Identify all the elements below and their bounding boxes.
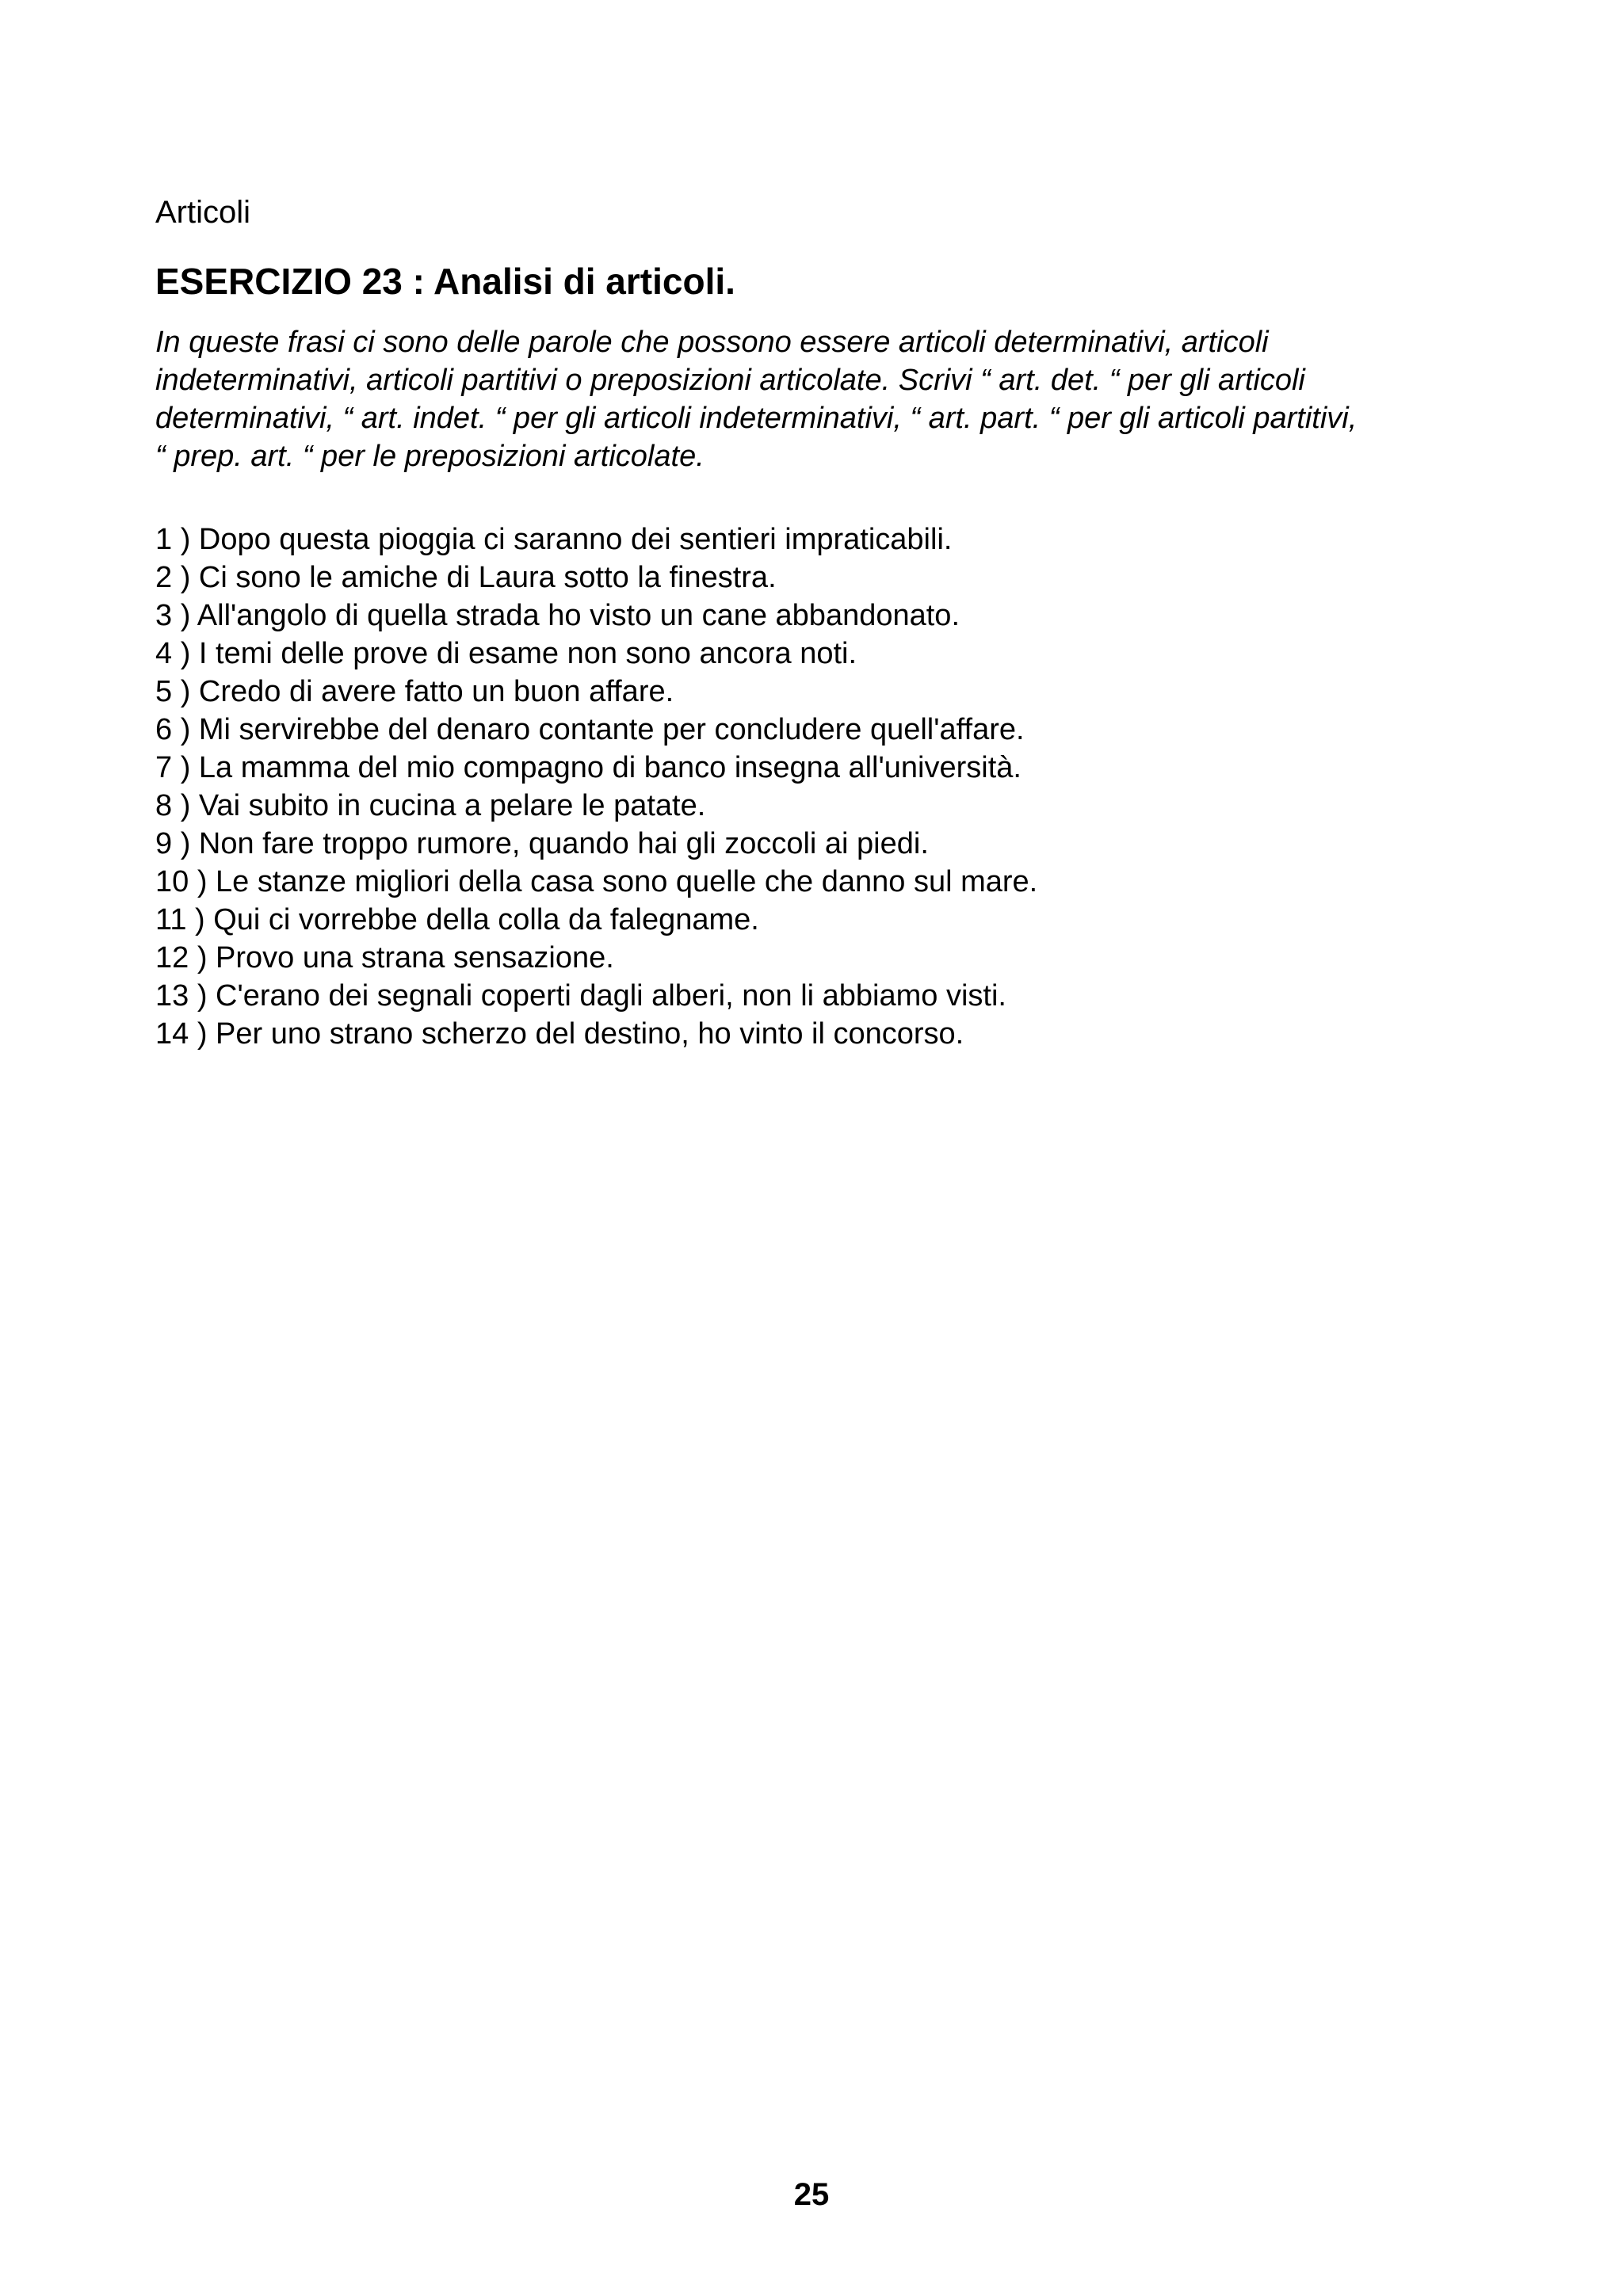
sentence-item: 12 ) Provo una strana sensazione. [155, 941, 614, 974]
sentence-item: 13 ) C'erano dei segnali coperti dagli alberi, non li abbiamo visti. [155, 979, 1006, 1013]
instructions-line: determinativi, “ art. indet. “ per gli articoli indeterminativi, “ art. part. “ per gli articoli partitivi, [155, 402, 1358, 435]
exercise-title: ESERCIZIO 23 : Analisi di articoli. [155, 261, 735, 302]
sentence-list [155, 521, 1037, 1053]
sentence-item: 6 ) Mi servirebbe del denaro contante per concludere quell'affare. [155, 713, 1025, 746]
sentence-item: 5 ) Credo di avere fatto un buon affare. [155, 675, 674, 708]
sentence-item: 2 ) Ci sono le amiche di Laura sotto la finestra. [155, 561, 777, 594]
instructions-line: “ prep. art. “ per le preposizioni articolate. [155, 440, 705, 473]
sentence-item: 8 ) Vai subito in cucina a pelare le patate. [155, 789, 706, 822]
page-number: 25 [793, 2177, 830, 2212]
sentence-item: 3 ) All'angolo di quella strada ho visto un cane abbandonato. [155, 599, 960, 632]
instructions-line: indeterminativi, articoli partitivi o preposizioni articolate. Scrivi “ art. det. “ per gli articoli [155, 364, 1305, 397]
sentence-item: 9 ) Non fare troppo rumore, quando hai gli zoccoli ai piedi. [155, 827, 929, 860]
sentence-item: 11 ) Qui ci vorrebbe della colla da falegname. [155, 903, 759, 936]
sentence-item: 7 ) La mamma del mio compagno di banco insegna all'università. [155, 751, 1022, 784]
instructions-line: In queste frasi ci sono delle parole che possono essere articoli determinativi, articoli [155, 326, 1269, 359]
sentence-item: 1 ) Dopo questa pioggia ci saranno dei sentieri impraticabili. [155, 523, 953, 556]
sentence-item: 14 ) Per uno strano scherzo del destino, ho vinto il concorso. [155, 1017, 964, 1051]
sentence-item: 4 ) I temi delle prove di esame non sono ancora noti. [155, 637, 857, 670]
section-label: Articoli [155, 195, 251, 230]
instructions [155, 323, 1518, 475]
sentence-item: 10 ) Le stanze migliori della casa sono quelle che danno sul mare. [155, 865, 1038, 898]
